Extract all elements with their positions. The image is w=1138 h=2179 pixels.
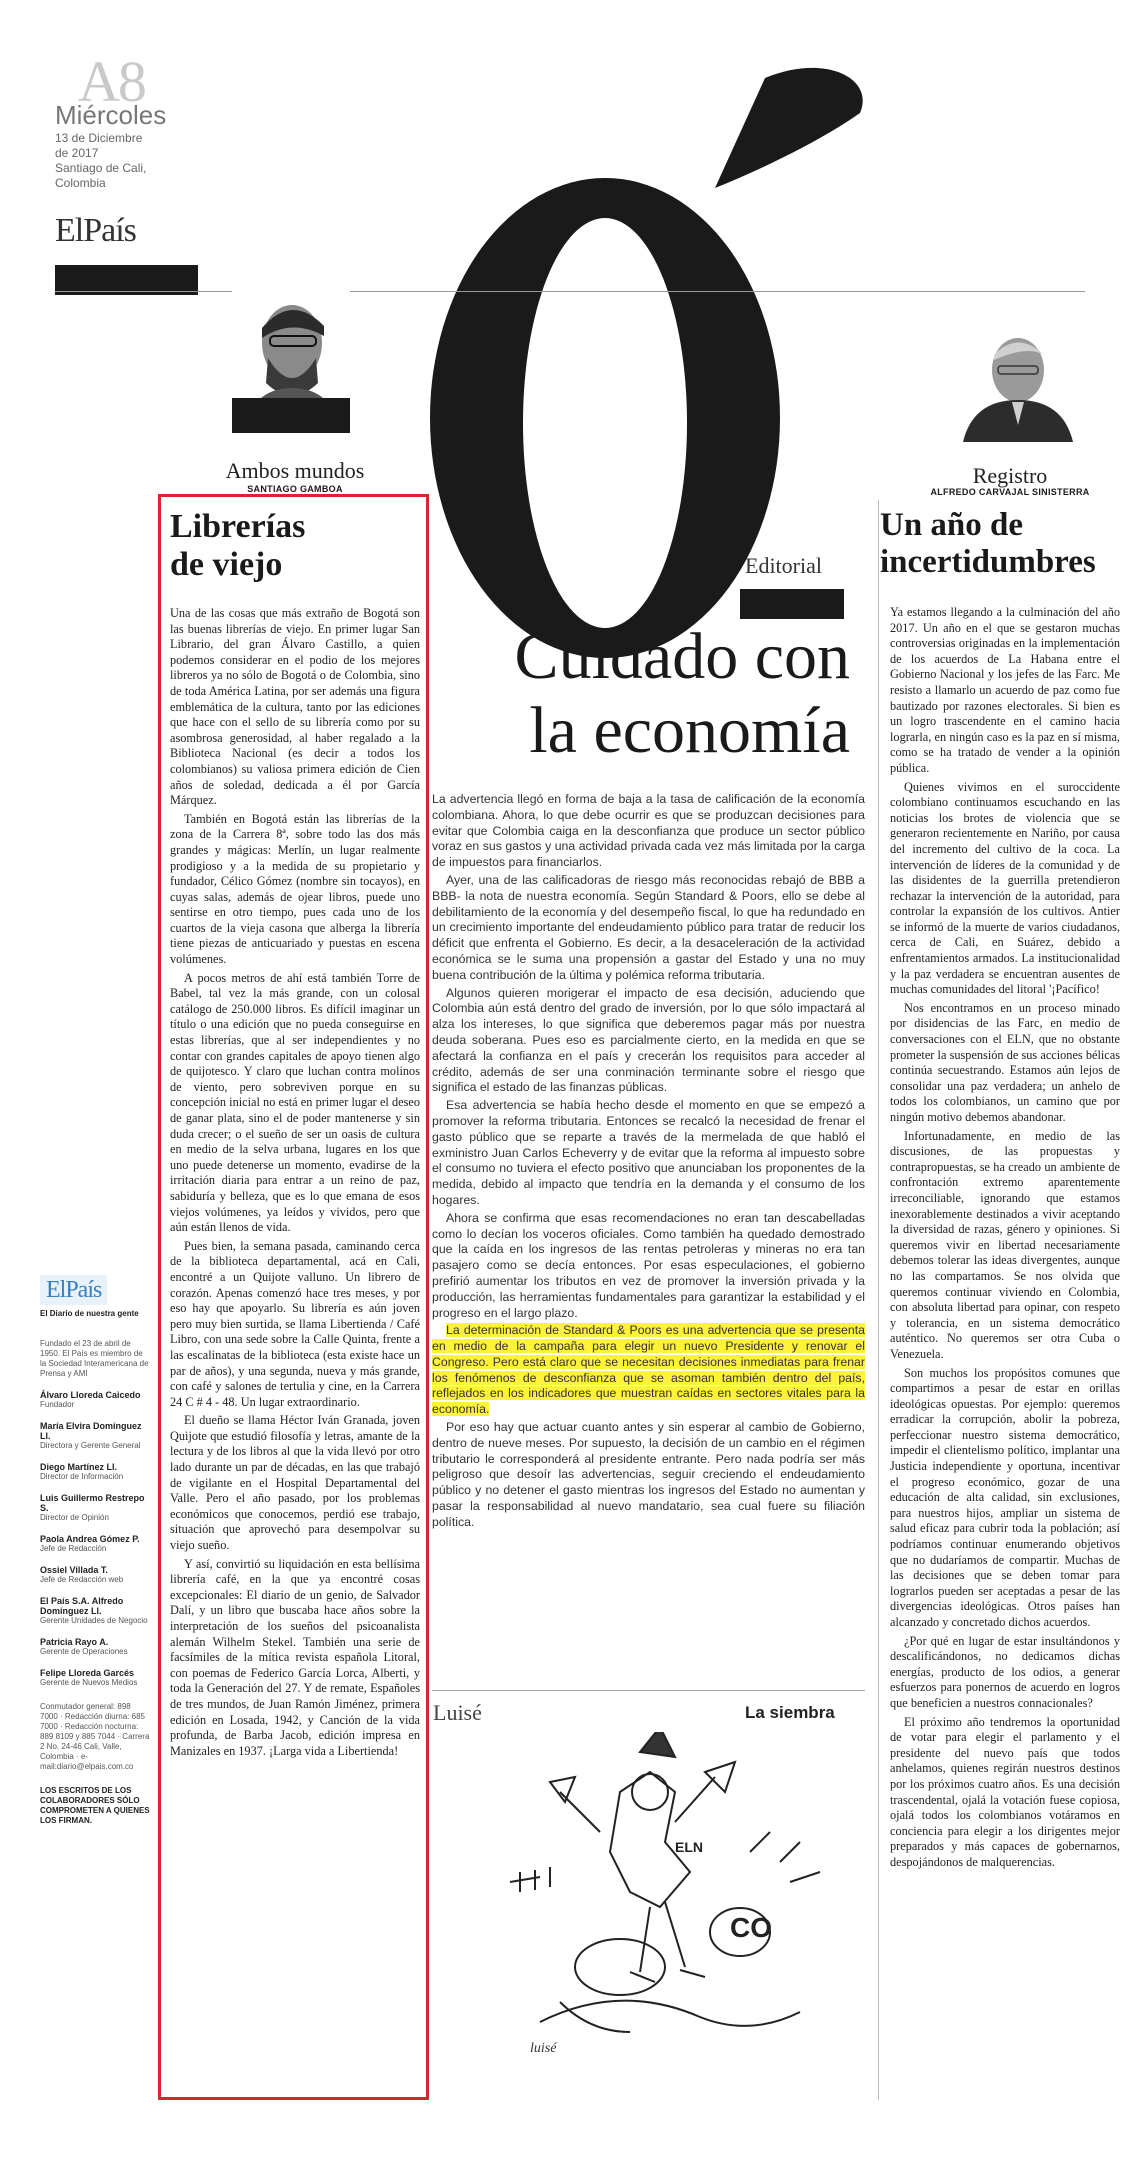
page-number: A8 [78,49,145,114]
sidebar-tagline: El Diario de nuestra gente [40,1309,139,1318]
title-line: Un año de [880,507,1024,543]
staff-role: Gerente de Operaciones [40,1647,128,1656]
staff-entry [40,1637,150,1657]
columnist-name-left: SANTIAGO GAMBOA [247,484,343,494]
editorial-title [430,620,850,768]
staff-name: El País S.A. Alfredo Domínguez Ll. [40,1596,124,1616]
paragraph: Pues bien, la semana pasada, caminando cerca de la biblioteca departamental, acá en Cali, encontré a un Quijote valluno. Un librero de corazón. Apenas comenzó hace tres meses, y por eso hay que apoyarlo. Su librería es aún joven pero muy bien surtida, se llama Libertienda / Café Libro, con una sede sobre la Calle Quinta, frente a las escalinatas de la biblioteca (esta existe hace un par de años), y una segunda, nueva y más grande, con café y salones de tertulia y cine, en la Carrera 24 C # 4 - 48. Un lugar extraordinario. [170,1238,420,1409]
date-line: de 2017 [55,146,99,160]
date-line: 13 de Diciembre [55,131,143,145]
editorial-label: Editorial [745,553,822,578]
svg-text:luisé: luisé [530,2041,557,2056]
staff-entry [40,1493,150,1523]
paragraph: La advertencia llegó en forma de baja a la tasa de calificación de la economía colombiana. Ahora, lo que debe ocurrir es que se produzcan decisiones para evitar que Colombia caiga en la desconfianza que produce un sector público voraz en sus gastos y una actividad privada cada vez más limitada por la carga de impuestos para financiarlos. [432,792,865,870]
paragraph: Nos encontramos en un proceso minado por disidencias de las Farc, en medio de conversaciones con el ELN, que no obstante prometer la suspensión de sus acciones bélicas continúa secuestrando. Estamos aún lejos de consolidar una paz verdadera; un anhelo de todos los colombianos, un camino que por ningún motivo debemos abandonar. [890,1000,1120,1124]
cartoonist-name: Luisé [433,1700,482,1725]
column-title-right [880,507,1120,581]
newspaper-logo: ElPaís [55,212,136,249]
cartoon-drawing [500,1732,840,2062]
paragraph: El próximo año tendremos la oportunidad de votar para elegir el parlamento y el presidente del nuevo país que todos anhelamos, quienes regirán nuestros destinos por los próximos cuatro años. Es una decisión trascendental, ojalá la votación fuese copiosa, ojalá todos los colombianos votáramos en conciencia para elegir a los dirigentes mejor preparados y más capaces de gobernarnos, despojándonos de malquerencias. [890,1714,1120,1869]
title-line: la economía [529,694,850,767]
cartoon-rule [432,1690,865,1691]
staff-name: Ossiel Villada T. [40,1565,108,1575]
date-line: Santiago de Cali, [55,161,147,175]
staff-role: Jefe de Redacción web [40,1575,124,1584]
weekday: Miércoles [55,100,167,130]
staff-entry [40,1462,150,1482]
dateline [55,100,166,191]
staff-role: Gerente Unidades de Negocio [40,1616,148,1625]
sidebar-logo: ElPaís [40,1275,107,1305]
title-line: Cuidado con [514,620,850,693]
cartoon-title: La siembra [745,1703,835,1722]
staff-entry [40,1390,150,1410]
svg-text:CO: CO [730,1912,772,1943]
paragraph: También en Bogotá están las librerías de la zona de la Carrera 8ª, sobre todo las dos más grandes y mágicas: Merlín, un lugar realmente prodigioso y a la medida de su propietario y fundador, Célico Gómez (nombre sin tocayos), en cuyas salas, además de ojear libros, puede uno sentirse en otro tiempo, pues cada uno de los cuartos de la vieja casona que alberga la librería tiene piezas de anticuariado y puestas en escena volúmenes. [170,811,420,967]
sidebar-disclaimer: LOS ESCRITOS DE LOS COLABORADORES SÓLO COMPROMETEN A QUIENES LOS FIRMAN. [40,1786,150,1825]
paragraph: A pocos metros de ahí está también Torre de Babel, tal vez la más grande, con un colosal catálogo de 250.000 libros. Es difícil imaginar un título o una edición que no pueda conseguirse en estas librerías, que al ser independientes y no contar con grandes capitales de apoyo tienen algo de quijotesco. Y claro que luchan contra molinos de viento, pero sobreviven porque en su concepción inicial no está en primer lugar el deseo de ganar plata, sino el de poder mantenerse y sin duda crecer; o el sueño de ser un oasis de cultura en medio de la selva urbana, lugares en los que uno puede detenerse un momento, evadirse de la irritación diaria para entrar a un reino de paz, sabiduría y belleza, que es lo que emana de esos viejos volúmenes, ya leídos y vividos, pero que aún están llenos de vida. [170,970,420,1235]
staff-role: Jefe de Redacción [40,1544,107,1553]
paragraph: Infortunadamente, en medio de las discusiones, de las propuestas y contrapropuestas, se ha creado un ambiente de confrontación extremo aparentemente irreconciliable, ignorando que estamos inexorablemente destinados a vivir aceptando la diversidad de razas, género y opiniones. Si queremos vivir en libertad necesariamente debemos tolerar las ideas divergentes, aunque no las compartamos. Se nos olvida que queremos continuar viviendo en Colombia, con absoluta libertad para opinar, con respeto y tolerancia, en un sistema democrático auténtico. No queremos ser otra Cuba o Venezuela. [890,1128,1120,1361]
staff-name: Diego Martínez Ll. [40,1462,118,1472]
paragraph: Una de las cosas que más extraño de Bogotá son las buenas librerías de viejo. En primer lugar San Librario, del gran Álvaro Castillo, a quien podemos considerar en el podio de los mejores libreros ya no sólo de Bogotá o de Colombia, sino de toda América Latina, por ser además una figura emblemática de la cultura, tanto por las ediciones que hace con el sello de su librería como por su asombrosa generosidad, al haber regalado a la Biblioteca Nacional (es decir a todos los colombianos) su valiosa primera edición de Cien años de soledad, dedicada a él por García Márquez. [170,606,420,808]
columnist-photo [232,288,350,433]
columnist-photo [958,330,1076,442]
columnist-name-right: ALFREDO CARVAJAL SINISTERRA [930,487,1090,497]
staff-role: Gerente de Nuevos Medios [40,1678,138,1687]
paragraph: Por eso hay que actuar cuanto antes y sin esperar al cambio de Gobierno, dentro de nueve meses. Por supuesto, la decisión de un cambio en el régimen tributario le corresponderá al presidente entrante. Pero nada podría ser más peligroso que desoír las advertencias, seguir creciendo el endeudamiento público y no detener el gasto mientras los ingresos del Estado no aumentan y pasar la responsabilidad al nuevo mandatario, sea cual fuere su filiación política. [432,1420,865,1529]
paragraph: Ahora se confirma que esas recomendaciones no eran tan descabelladas como lo decían los voceros oficiales. Como también ha quedado demostrado que la caída en los ingresos de las rentas petroleras y mineras no era tan pasajero como se decía entonces. Por esas especulaciones, el gobierno prefirió aumentar los tributos en vez de promover la inversión privada y la producción, las herramientas fundamentales para garantizar la estabilidad y el progreso en el largo plazo. [432,1210,865,1320]
staff-name: Felipe Lloreda Garcés [40,1668,135,1678]
column-body-right [890,605,1120,1874]
staff-entry [40,1668,150,1688]
title-line: de viejo [170,546,283,583]
paragraph: Son muchos los propósitos comunes que compartimos a pesar de estar en orillas ideológicas opuestas. Por ejemplo: queremos erradicar la corrupción, abolir la pobreza, perfeccionar nuestro sistema democrático, impedir el clientelismo político, implantar una Justicia independiente y oportuna, incentivar el progreso económico, gozar de una educación de alta calidad, sin exclusiones, para nuestros hijos, ampliar un sistema de salud eficaz para cubrir toda la población; así podríamos continuar enumerando objetivos que no dudaríamos de compartir. Muchas de las decisiones que se deben tomar para lograrlos pueden ser aceptadas a pesar de las divergencias ideológicas. Otros países han alcanzado y concretado dichos acuerdos. [890,1365,1120,1629]
staff-name: Paola Andrea Gómez P. [40,1534,140,1544]
title-line: Librerías [170,508,306,545]
column-divider [878,500,879,2100]
masthead-sidebar [40,1275,150,1826]
column-title-left [170,508,420,584]
staff-name: Patricia Rayo A. [40,1637,109,1647]
date-line: Colombia [55,176,106,190]
staff-entry [40,1565,150,1585]
paragraph: Esa advertencia se había hecho desde el momento en que se empezó a promover la reforma tributaria. Entonces se recalcó la necesidad de frenar el gasto público que se reparte a través de la mermelada de que habló el exministro Juan Carlos Echeverry y de evitar que la reforma al impuesto sobre el consumo no tuviera el efecto positivo que anunciaban los proponentes de la medida, debido al impacto que tendría en la demanda y el consumo de los hogares. [432,1098,865,1207]
svg-text:ELN: ELN [675,1839,703,1855]
staff-name: María Elvira Domínguez Ll. [40,1421,142,1441]
editorial-body [432,792,865,1533]
staff-entry [40,1534,150,1554]
staff-role: Directora y Gerente General [40,1441,141,1450]
column-section-right: Registro [972,463,1048,488]
staff-role: Fundador [40,1400,75,1409]
header-rule [55,291,1085,292]
paragraph: Algunos quieren morigerar el impacto de esa decisión, aduciendo que Colombia aún está dentro del grado de inversión, por lo que sólo impactará al alza los intereses, lo que significa que deberemos pagar más por nuestra deuda soberana. Pues eso es parcialmente cierto, en la medida en que se afectará la confianza en el país y crecerán los requisitos para acceder al crédito, además de ser una conminación terminante sobre el riesgo que significa el estado de las finanzas públicas. [432,985,865,1095]
staff-role: Director de Opinión [40,1513,109,1522]
paragraph: Ayer, una de las calificadoras de riesgo más reconocidas rebajó de BBB a BBB- la nota de nuestra economía. Según Standard & Poors, ello se debe al debilitamiento de la economía y del desempeño fiscal, lo que ha redundado en un crecimiento importante del endeudamiento público para tratar de reducir los déficit que enfrenta el Gobierno. Es decir, a la desaceleración de la actividad económica se le suma una propensión a gastar del Estado y una no muy buena contribución de la última y polémica reforma tributaria. [432,872,865,982]
paragraph: Y así, convirtió su liquidación en esta bellísima librería café, en la que ya encontré cosas excepcionales: El diario de un genio, de Salvador Dalí, y un libro que buscaba hace años sobre la interpretación de los sueños del psicoanalista alemán Wilhelm Stekel. También una serie de facsímiles de la mítica revista española Litoral, con poemas de Federico García Lorca, Alberti, y toda la Generación del 27. Y de remate, Españoles de tres mundos, de Juan Ramón Jiménez, primera edición en Losada, 1942, y Canción de la vida profunda, de Barba Jacob, edición impresa en Manizales en 1937. ¡Larga vida a Libertienda! [170,1556,420,1758]
paragraph: El dueño se llama Héctor Iván Granada, joven Quijote que estudió filosofía y letras, amante de la lectura y de los libros al que la vida llevó por otro lado durante un par de décadas, en las que trabajó de vigilante en el Hospital Departamental del Valle. Pero el año pasado, por los problemas económicos que conocemos, perdió ese trabajo, situación que aprovechó para desempolvar su viejo sueño. [170,1413,420,1553]
paragraph: Quienes vivimos en el suroccidente colombiano continuamos escuchando en las noticias los brotes de violencia que se generaron recientemente en Nariño, por causa del incremento del cultivo de la coca. La intervención de líderes de la comunidad y de las disidentes de la guerrilla pretendieron rechazar la intervención de la autoridad, para controlar la expansión de los cultivos. Antier se informó de la muerte de varios ciudadanos, cerca de Cali, en Suárez, debido a enfrentamientos armados. La institucionalidad y la paz verdadera se encuentran ausentes de muchas comunidades del litoral '¡Pacífico! [890,779,1120,997]
opinion-o-graphic [405,58,875,678]
title-line: incertidumbres [880,544,1096,580]
sidebar-founded: Fundado el 23 de abril de 1950. El País es miembro de la Sociedad Interamericana de Prensa y AMI [40,1339,149,1378]
staff-entry [40,1596,150,1626]
column-body-left [170,606,420,1762]
staff-name: Luis Guillermo Restrepo S. [40,1493,145,1513]
highlighted-passage: La determinación de Standard & Poors es una advertencia que se presenta en medio de la campaña para elegir un nuevo Presidente y renovar el Congreso. Pero está claro que se necesitan decisiones inmediatas para frenar los fenómenos de desconfianza que se asoman también dentro del país, reflejados en los indicadores que muestran caídas en sectores vitales para la economía. [432,1323,865,1417]
staff-role: Director de Información [40,1472,124,1481]
editorial-bar [740,589,844,619]
staff-entry [40,1421,150,1451]
sidebar-contact: Conmutador general: 898 7000 · Redacción diurna: 685 7000 · Redacción nocturna: 889 8109 y 885 7044 · Carrera 2 No. 24-46 Cali, Valle, Colombia · e-mail:diario@elpais.com.co [40,1702,150,1771]
paragraph: ¿Por qué en lugar de estar insultándonos y descalificándonos, no dedicamos dichas energías, producto de los odios, a generar esfuerzos para ponernos de acuerdo en logros que beneficien a nuestros connacionales? [890,1633,1120,1710]
column-section-left: Ambos mundos [225,458,365,483]
staff-name: Álvaro Lloreda Caicedo [40,1390,141,1400]
paragraph: Ya estamos llegando a la culminación del año 2017. Un año en el que se gestaron muchas controversias originadas en la implementación de los acuerdos de La Habana entre el Gobierno Nacional y los jefes de las Farc. Me resisto a llamarlo un acuerdo de paz como fue bautizado por razones electorales. Si bien es un logro trascendente en el camino hacia lograrla, en ningún caso es la paz en sí misma, como se ha tratado de vender a la opinión pública. [890,605,1120,775]
